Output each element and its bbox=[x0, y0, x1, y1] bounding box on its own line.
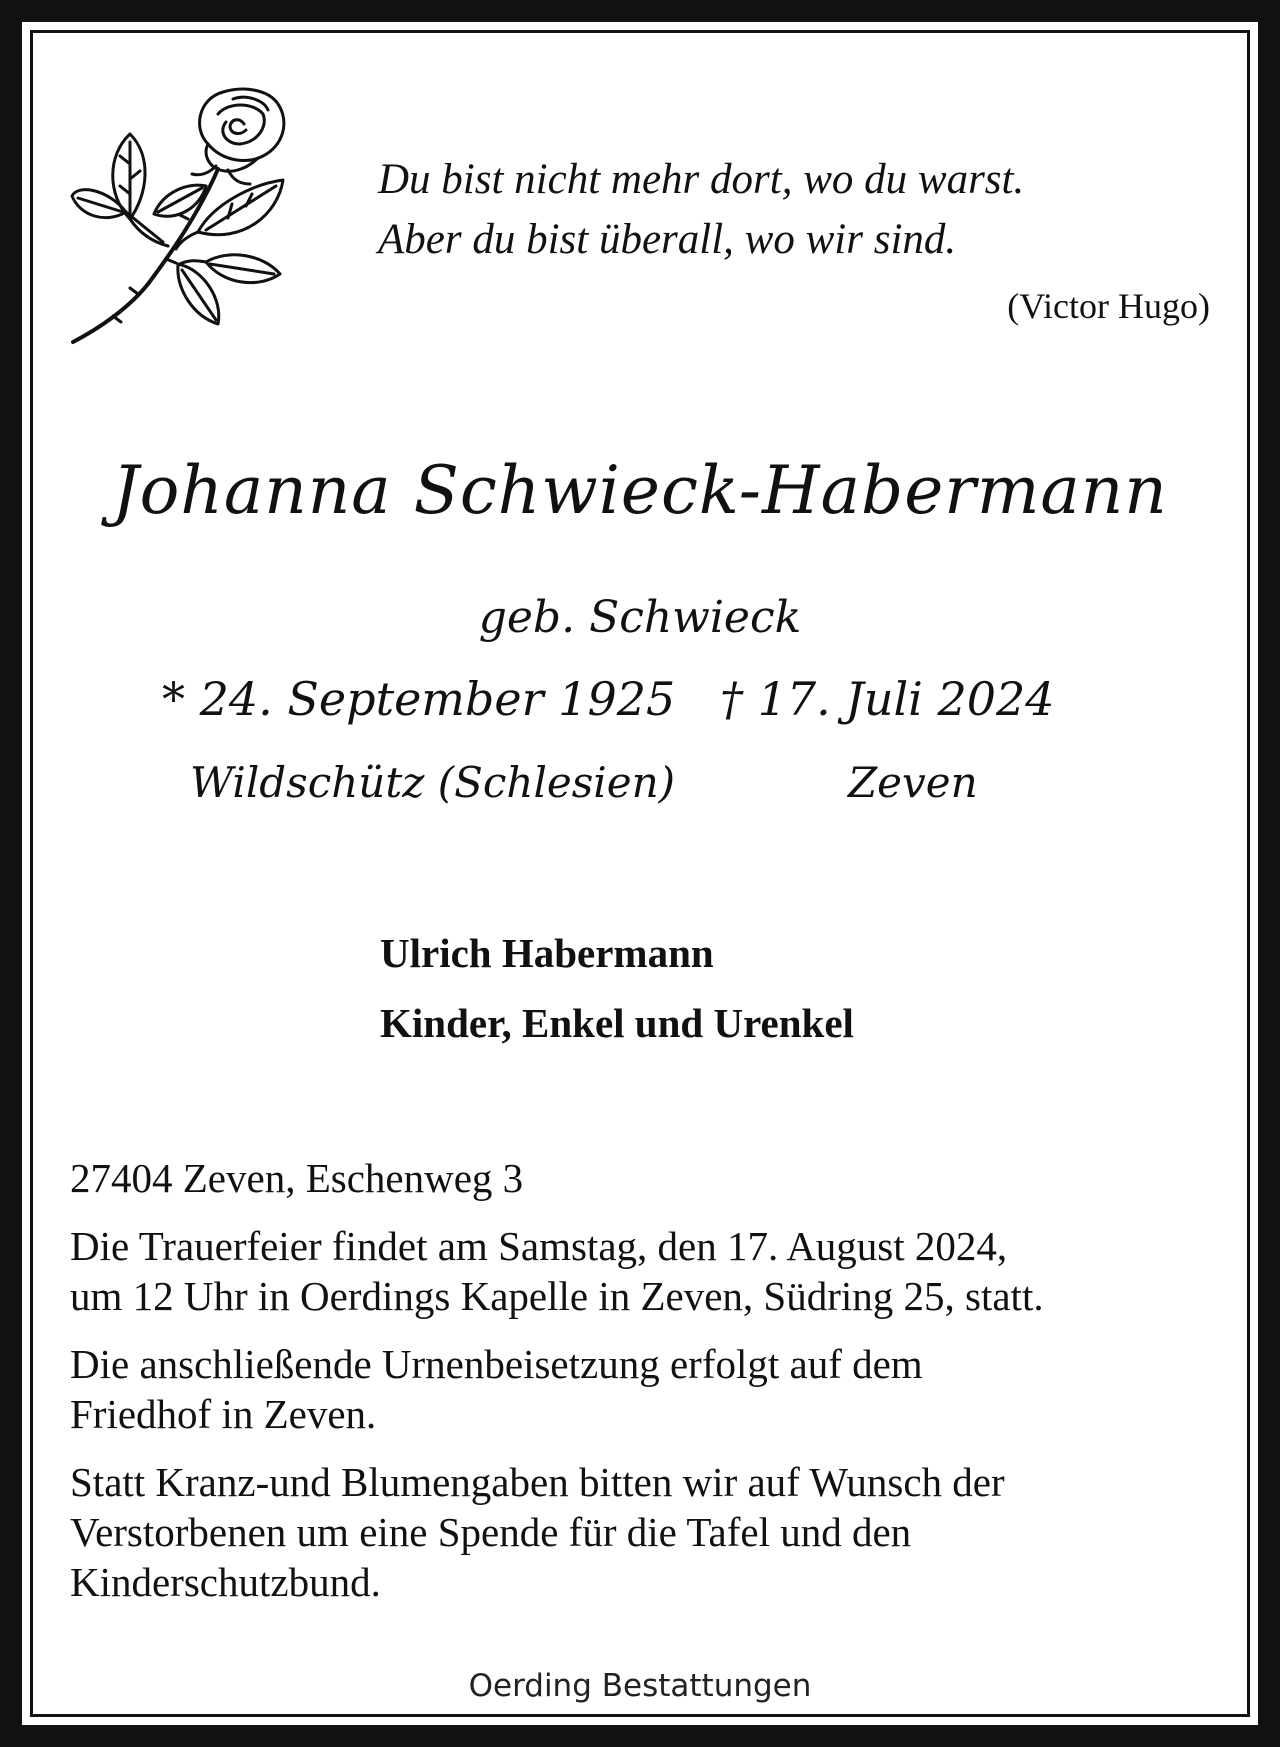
service-info: Die Trauerfeier findet am Samstag, den 17. August 2024, um 12 Uhr in Oerdings Kapelle in Zeven, Südring 25, statt. bbox=[70, 1223, 1044, 1319]
birth-place: Wildschütz (Schlesien) bbox=[190, 758, 676, 807]
quote bbox=[378, 150, 1178, 270]
mourners bbox=[380, 918, 854, 1058]
notice-body bbox=[70, 1153, 1220, 1625]
rose-icon bbox=[68, 84, 318, 346]
quote-line-2: Aber du bist überall, wo wir sind. bbox=[378, 216, 957, 263]
quote-line-1: Du bist nicht mehr dort, wo du warst. bbox=[378, 156, 1025, 203]
burial-info: Die anschließende Urnenbeisetzung erfolgt auf dem Friedhof in Zeven. bbox=[70, 1341, 923, 1437]
mourner-line: Ulrich Habermann bbox=[380, 930, 714, 976]
mourner-line: Kinder, Enkel und Urenkel bbox=[380, 1000, 854, 1046]
death-place: Zeven bbox=[848, 758, 978, 807]
death-date: † 17. Juli 2024 bbox=[720, 672, 1055, 726]
maiden-name: geb. Schwieck bbox=[478, 592, 802, 643]
quote-attribution: (Victor Hugo) bbox=[1007, 286, 1210, 326]
donation-info: Statt Kranz-und Blumengaben bitten wir auf Wunsch der Verstorbenen um eine Spende für die Tafel und den Kinderschutzbund. bbox=[70, 1459, 1005, 1605]
deceased-name: Johanna Schwieck-Habermann bbox=[112, 452, 1168, 529]
address: 27404 Zeven, Eschenweg 3 bbox=[70, 1155, 524, 1201]
funeral-home: Oerding Bestattungen bbox=[468, 1668, 812, 1704]
birth-date: * 24. September 1925 bbox=[162, 672, 676, 726]
